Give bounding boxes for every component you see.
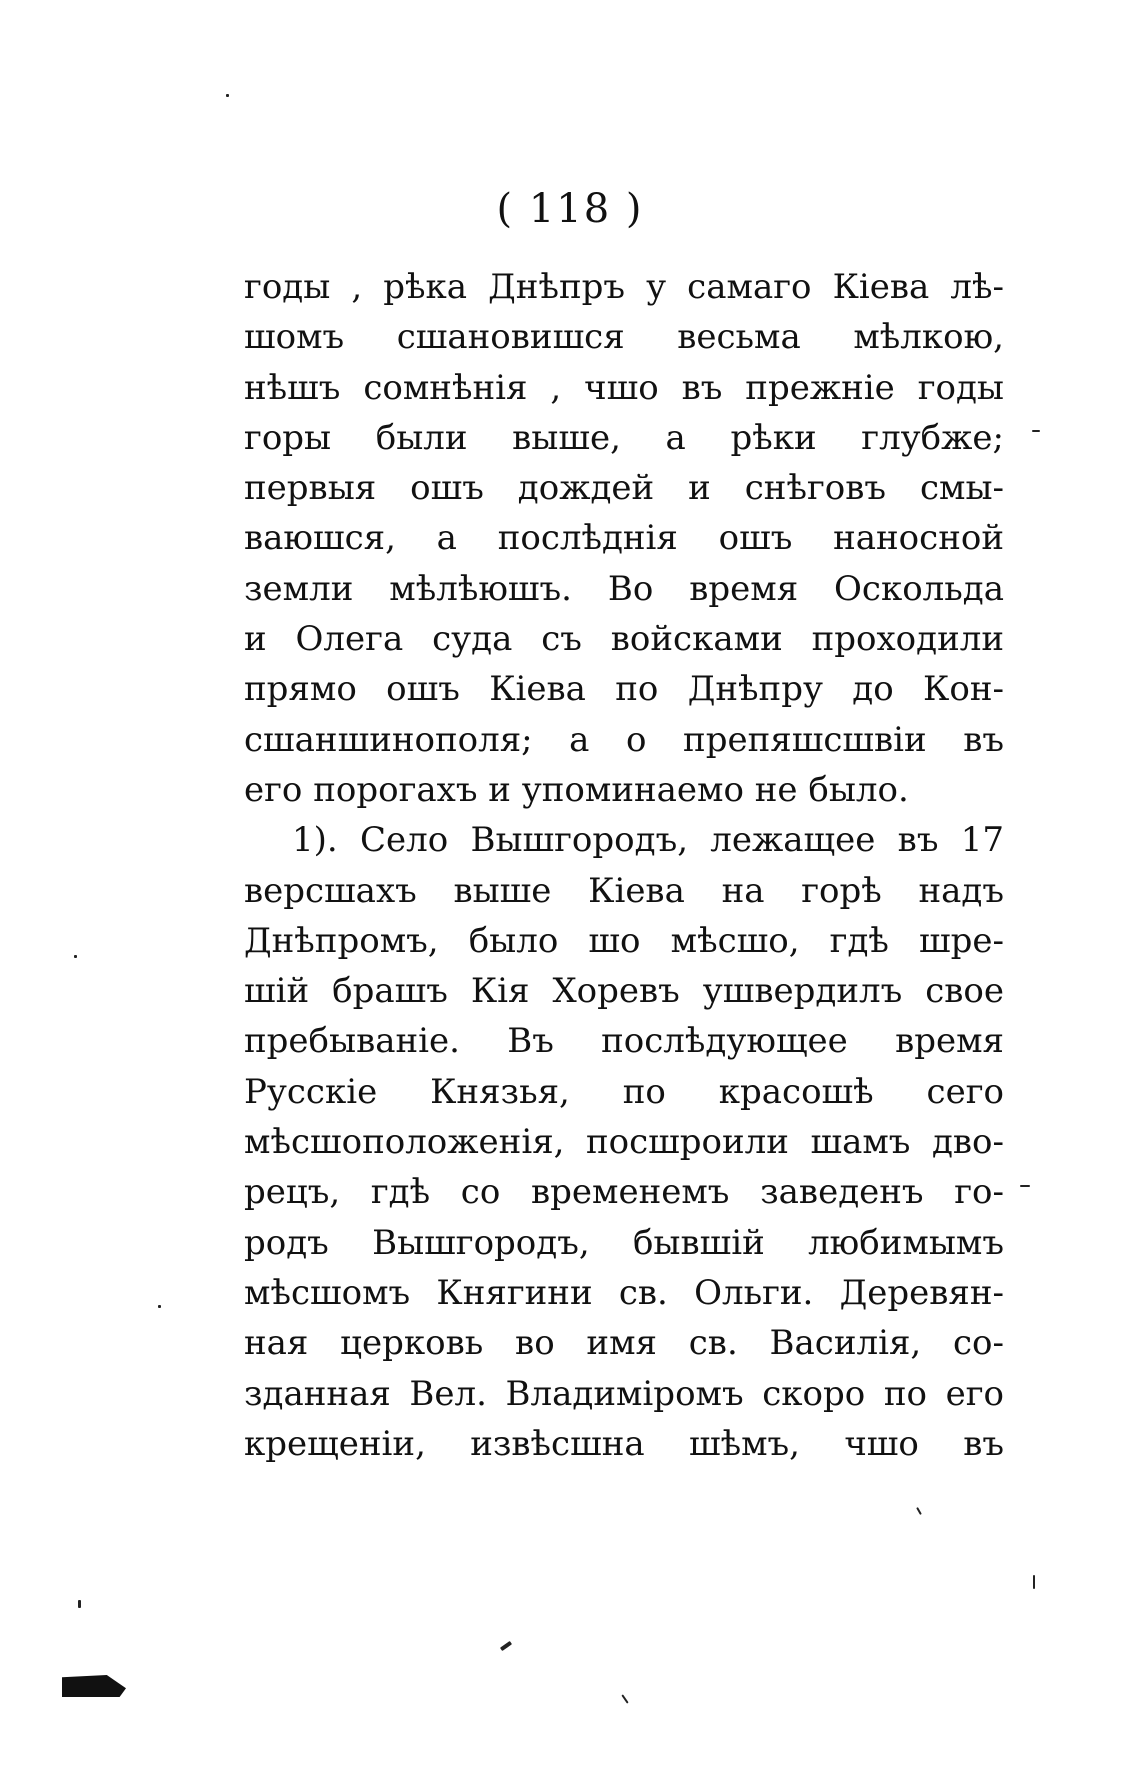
scan-speck (78, 1600, 81, 1608)
body-text (244, 262, 1004, 1469)
text-line: ная церковь во имя св. Василія, со- (244, 1323, 1004, 1364)
text-line: шомъ сшановишся весьма мѣлкою, (244, 317, 1004, 358)
ink-blot (62, 1675, 126, 1697)
text-line: сшаншинополя; а о препяшсшвіи въ (244, 719, 1004, 760)
footnote-line: 1). Село Вышгородъ, лежащее въ 17 (292, 820, 1004, 861)
scan-speck (500, 1641, 512, 1651)
text-line: крещеніи, извѣсшна шѣмъ, чшо въ (244, 1423, 1004, 1464)
text-line: первыя ошъ дождей и снѣговъ смы- (244, 468, 1004, 509)
scan-speck (916, 1507, 922, 1515)
scan-speck (1032, 430, 1040, 432)
text-line: версшахъ выше Кіева на горѣ надъ (244, 870, 1004, 911)
text-line: шій брашъ Кія Хоревъ ушвердилъ свое (244, 971, 1004, 1012)
text-line: годы , рѣка Днѣпръ у самаго Кіева лѣ- (244, 267, 1004, 307)
text-line: мѣсшомъ Княгини св. Ольги. Деревян- (244, 1272, 1004, 1313)
text-line: Русскіе Князья, по красошѣ сего (244, 1071, 1004, 1112)
text-line: горы были выше, а рѣки глубже; (244, 417, 1004, 458)
scan-speck (1020, 1185, 1030, 1187)
text-line: земли мѣлѣюшъ. Во время Оскольда (244, 568, 1004, 609)
text-line: прямо ошъ Кіева по Днѣпру до Кон- (244, 669, 1004, 710)
scan-speck (74, 955, 77, 958)
text-line: его порогахъ и упоминаемо не было. (244, 769, 909, 810)
text-line: мѣсшоположенія, посшроили шамъ дво- (244, 1122, 1004, 1163)
text-line: ваюшся, а послѣднія ошъ наносной (244, 518, 1004, 559)
page-number: ( 118 ) (496, 186, 644, 232)
text-line: зданная Вел. Владиміромъ скоро по его (244, 1373, 1004, 1414)
scan-speck (226, 94, 229, 97)
text-line: нѣшъ сомнѣнія , чшо въ прежніе годы (244, 367, 1004, 408)
scan-speck (158, 1305, 161, 1308)
text-line: родъ Вышгородъ, бывшій любимымъ (244, 1222, 1004, 1263)
text-line: пребываніе. Въ послѣдующее время (244, 1021, 1004, 1062)
scan-speck (621, 1694, 628, 1703)
text-line: рецъ, гдѣ со временемъ заведенъ го- (244, 1172, 1004, 1213)
scan-speck (1033, 1575, 1035, 1589)
text-line: Днѣпромъ, было шо мѣсшо, гдѣ шре- (244, 920, 1004, 961)
text-line: и Олега суда съ войсками проходили (244, 619, 1004, 660)
